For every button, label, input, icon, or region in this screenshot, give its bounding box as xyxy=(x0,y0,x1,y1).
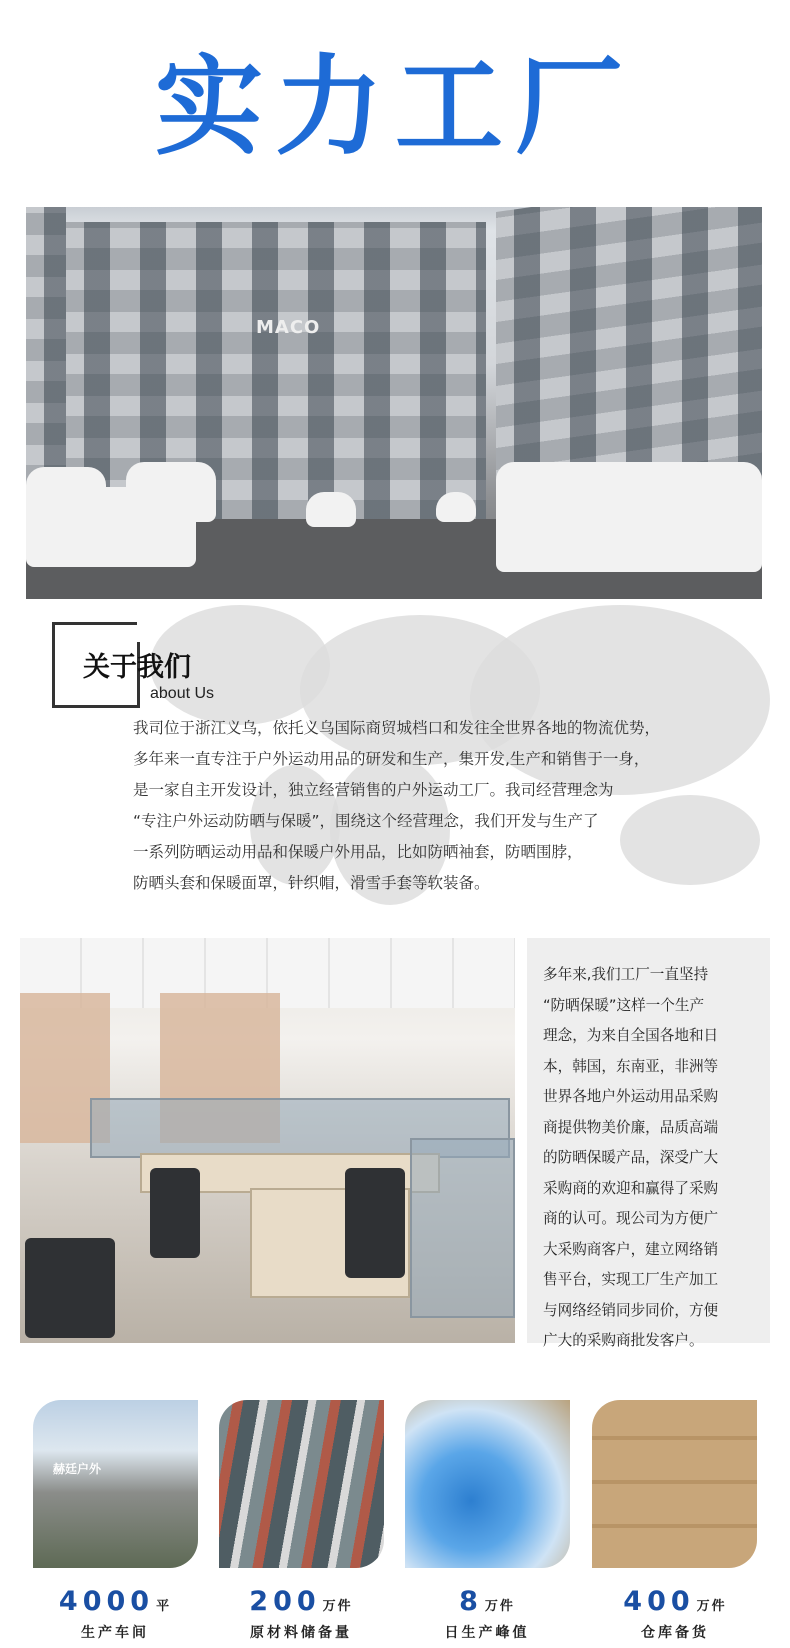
stat-unit: 万件 xyxy=(696,1599,727,1614)
building-sign: 赫廷户外 xyxy=(53,1462,102,1476)
stat-unit: 万件 xyxy=(484,1599,515,1614)
office-photo xyxy=(20,938,515,1343)
side-building xyxy=(26,207,66,487)
stat-warehouse xyxy=(590,1586,760,1617)
factory-sign: MACO xyxy=(256,317,321,338)
intro-line: 采购商的欢迎和赢得了采购 xyxy=(543,1179,719,1197)
about-paragraph xyxy=(133,713,763,899)
van xyxy=(126,462,216,522)
stat-caption: 日生产峰值 xyxy=(444,1625,530,1641)
intro-panel xyxy=(527,938,770,1349)
intro-line: 商的认可。现公司为方便广 xyxy=(543,1210,719,1227)
stat-number: 4000 xyxy=(58,1586,155,1617)
car xyxy=(306,492,356,527)
intro-line: 大采购商客户，建立网络销 xyxy=(543,1240,719,1258)
partition xyxy=(410,1138,515,1318)
about-line: “专注户外运动防晒与保暖”，围绕这个经营理念，我们开发与生产了 xyxy=(133,812,599,830)
about-section xyxy=(0,605,790,925)
intro-line: 本，韩国，东南亚，非洲等 xyxy=(543,1057,719,1075)
stat-number: 200 xyxy=(249,1586,321,1617)
intro-line: 与网络经销同步同价，方便 xyxy=(543,1301,719,1319)
intro-line: 的防晒保暖产品，深受广大 xyxy=(543,1149,719,1166)
stat-caption: 生产车间 xyxy=(81,1625,149,1641)
intro-line: 售平台，实现工厂生产加工 xyxy=(543,1271,719,1288)
chair xyxy=(25,1238,115,1338)
intro-line: 商提供物美价廉，品质高端 xyxy=(543,1118,719,1136)
stat-caption: 仓库备货 xyxy=(641,1625,709,1641)
about-subtitle: about Us xyxy=(150,685,215,702)
chair xyxy=(150,1168,200,1258)
about-line: 一系列防晒运动用品和保暖户外用品，比如防晒袖套，防晒围脖， xyxy=(133,843,583,861)
stat-materials xyxy=(216,1586,386,1617)
stat-unit: 万件 xyxy=(322,1599,353,1614)
about-line: 防晒头套和保暖面罩，针织帽，滑雪手套等软装备。 xyxy=(133,874,490,892)
intro-line: 多年来,我们工厂一直坚持 xyxy=(543,966,709,983)
stat-number: 400 xyxy=(623,1586,695,1617)
title-frame xyxy=(52,705,140,708)
stat-caption: 原材料储备量 xyxy=(250,1625,352,1641)
intro-line: 广大的采购商批发客户。 xyxy=(543,1332,704,1349)
stats-row xyxy=(0,1400,790,1648)
stat-workshop xyxy=(30,1586,200,1617)
stat-unit: 平 xyxy=(156,1599,172,1614)
intro-line: 世界各地户外运动用品采购 xyxy=(543,1088,719,1105)
factory-photo xyxy=(26,207,762,599)
chair xyxy=(345,1168,405,1278)
intro-line: 理念，为来自全国各地和日 xyxy=(543,1027,719,1044)
suv xyxy=(496,462,762,572)
intro-line: “防晒保暖”这样一个生产 xyxy=(543,996,705,1014)
about-title: 关于我们 xyxy=(83,652,191,683)
production-photo xyxy=(405,1400,570,1568)
stat-daily-output xyxy=(402,1586,572,1617)
about-line: 多年来一直专注于户外运动用品的研发和生产，集开发,生产和销售于一身， xyxy=(133,750,650,768)
about-line: 是一家自主开发设计，独立经营销售的户外运动工厂。我司经营理念为 xyxy=(133,781,614,799)
stat-number: 8 xyxy=(459,1586,483,1617)
materials-photo xyxy=(219,1400,384,1568)
intro-text xyxy=(543,960,758,1357)
about-line: 我司位于浙江义乌，依托义乌国际商贸城档口和发往全世界各地的物流优势， xyxy=(133,719,661,737)
workshop-photo xyxy=(33,1400,198,1568)
car xyxy=(436,492,476,522)
page-title: 实力工厂 xyxy=(154,45,635,170)
warehouse-photo xyxy=(592,1400,757,1568)
